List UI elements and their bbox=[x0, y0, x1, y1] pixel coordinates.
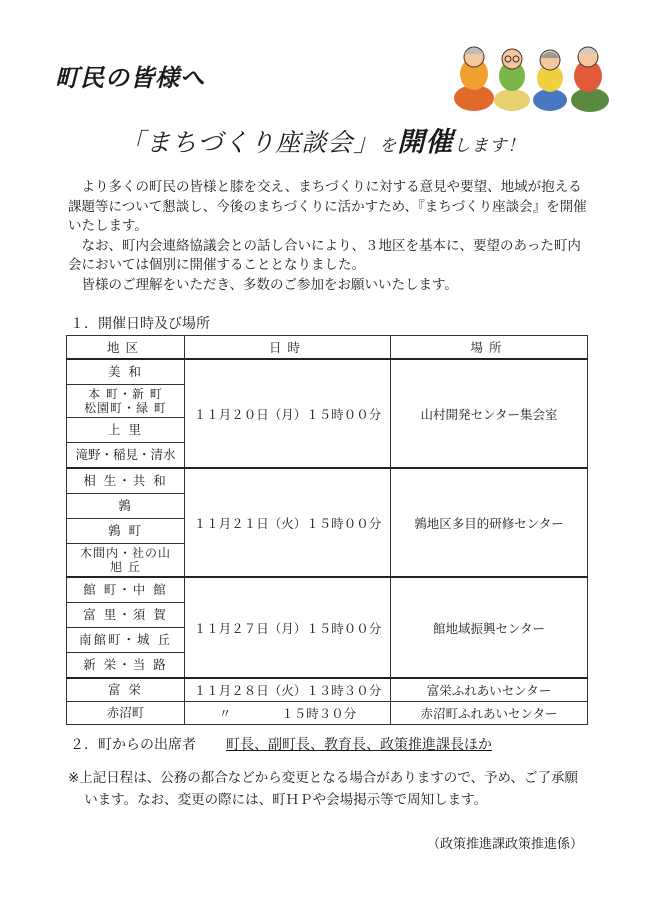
section-heading-attendees: ２．町からの出席者 bbox=[70, 737, 196, 753]
place-cell: 鶉地区多目的研修センター bbox=[391, 468, 588, 577]
department-credit: （政策推進課政策推進係） bbox=[426, 837, 583, 852]
header-datetime: 日時 bbox=[185, 336, 391, 360]
attendees-list: 町長、副町長、教育長、政策推進課長ほか bbox=[226, 737, 492, 753]
intro-paragraph: より多くの町民の皆様と膝を交え、まちづくりに対する意見や要望、地域が抱える課題等について懇談し、今後のまちづくりに活かすため、『まちづくり座談会』を開催いたします。 bbox=[68, 179, 587, 234]
table-row bbox=[67, 359, 588, 385]
place-cell: 赤沼町ふれあいセンター bbox=[391, 702, 588, 725]
area-cell: 相 生・共 和 bbox=[67, 468, 185, 494]
title-particle: を bbox=[379, 136, 398, 156]
place-cell: 山村開発センター集会室 bbox=[391, 359, 588, 468]
area-cell: 新 栄・当 路 bbox=[67, 653, 185, 679]
table-row bbox=[67, 468, 588, 494]
area-cell: 上 里 bbox=[67, 418, 185, 443]
datetime-cell: １１月２７日（月）１５時００分 bbox=[185, 577, 391, 678]
townspeople-illustration bbox=[452, 40, 612, 114]
person-icon bbox=[533, 50, 567, 111]
table-row bbox=[67, 678, 588, 702]
area-cell: 南館町・城 丘 bbox=[67, 628, 185, 653]
table-header-row bbox=[67, 336, 588, 360]
table-row bbox=[67, 702, 588, 725]
table-row bbox=[67, 577, 588, 603]
note-text: ※上記日程は、公務の都合などから変更となる場合がありますので、予め、ご了承願います。なお、変更の際には、町ＨＰや会場掲示等で周知します。 bbox=[68, 770, 579, 808]
intro-paragraph: 皆様のご理解をいただき、多数のご参加をお願いいたします。 bbox=[81, 276, 458, 293]
header-place: 場所 bbox=[391, 336, 588, 360]
datetime-cell: １１月２０日（月）１５時００分 bbox=[185, 359, 391, 468]
person-icon bbox=[571, 47, 609, 112]
area-cell: 鶉 町 bbox=[67, 519, 185, 544]
title-kaisai: 開催 bbox=[397, 127, 454, 158]
area-cell: 館 町・中 館 bbox=[67, 577, 185, 603]
section-heading-schedule: １．開催日時及び場所 bbox=[70, 316, 210, 332]
schedule-note bbox=[68, 767, 588, 811]
area-cell: 木間内・社の山 旭 丘 bbox=[67, 544, 185, 578]
area-cell: 美 和 bbox=[67, 359, 185, 385]
datetime-cell: 〃 １５時３０分 bbox=[185, 702, 391, 725]
area-cell: 赤沼町 bbox=[67, 702, 185, 725]
area-cell: 本 町・新 町 松園町・緑 町 bbox=[67, 385, 185, 418]
header-area: 地区 bbox=[67, 336, 185, 360]
intro-paragraph: なお、町内会連絡協議会との話し合いにより、３地区を基本に、要望のあった町内会においては個別に開催することとなりました。 bbox=[68, 237, 581, 273]
section-attendees bbox=[70, 734, 492, 754]
person-icon bbox=[494, 49, 530, 111]
datetime-cell: １１月２１日（火）１５時００分 bbox=[185, 468, 391, 577]
page-title bbox=[0, 120, 645, 159]
datetime-cell: １１月２８日（火）１３時３０分 bbox=[185, 678, 391, 702]
schedule-table bbox=[66, 335, 588, 725]
person-icon bbox=[454, 47, 494, 111]
place-cell: 館地域振興センター bbox=[391, 577, 588, 678]
area-cell: 富 栄 bbox=[67, 678, 185, 702]
intro-text bbox=[68, 178, 588, 295]
title-event-name: 「まちづくり座談会」 bbox=[119, 128, 380, 157]
place-cell: 富栄ふれあいセンター bbox=[391, 678, 588, 702]
title-suffix: します！ bbox=[453, 136, 526, 156]
area-cell: 富 里・須 賀 bbox=[67, 603, 185, 628]
area-cell: 鶉 bbox=[67, 494, 185, 519]
greeting-heading: 町民の皆様へ bbox=[55, 64, 205, 92]
area-cell: 滝野・稲見・清水 bbox=[67, 443, 185, 469]
